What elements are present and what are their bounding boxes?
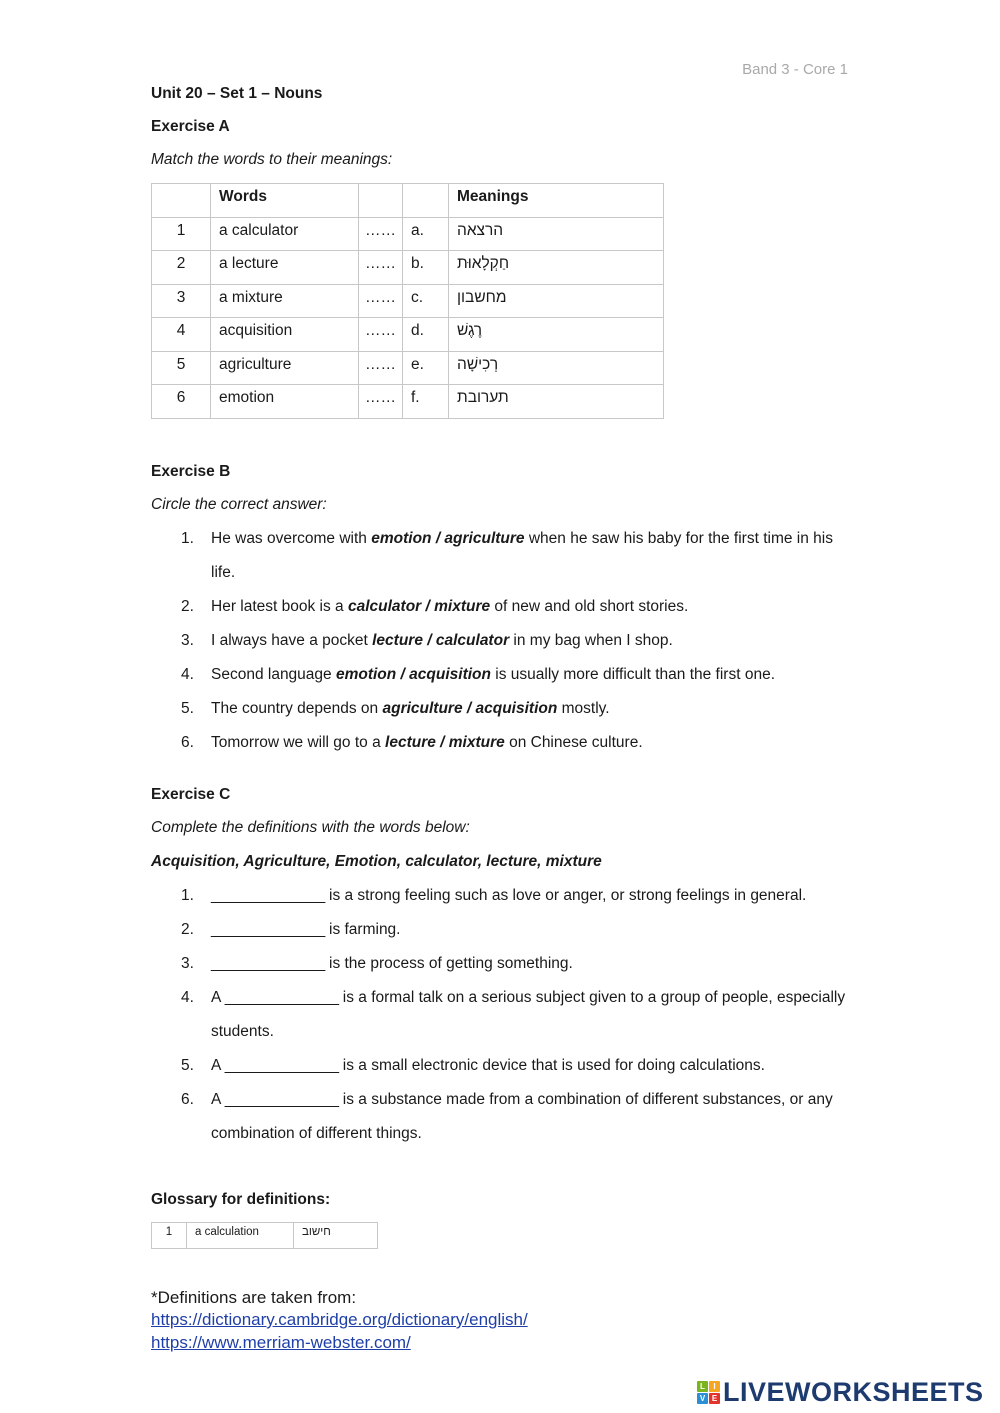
row-number: 1 bbox=[152, 217, 211, 251]
matching-table bbox=[151, 183, 664, 419]
letter-cell: c. bbox=[403, 284, 449, 318]
table-header-row bbox=[152, 184, 664, 218]
live-logo-icon: L I V E bbox=[697, 1381, 720, 1404]
cambridge-link[interactable]: https://dictionary.cambridge.org/dictionary/english/ bbox=[151, 1310, 528, 1329]
fill-in-blank[interactable]: ______________ bbox=[224, 1091, 339, 1108]
row-number: 2 bbox=[152, 251, 211, 285]
word-bank: Acquisition, Agriculture, Emotion, calculator, lecture, mixture bbox=[151, 853, 602, 870]
row-number: 4 bbox=[152, 318, 211, 352]
page-title: Unit 20 – Set 1 – Nouns bbox=[151, 85, 323, 102]
table-row bbox=[152, 217, 664, 251]
word-cell: a calculator bbox=[211, 217, 359, 251]
word-cell: acquisition bbox=[211, 318, 359, 352]
exercise-c-list bbox=[181, 879, 861, 1151]
letter-cell: f. bbox=[403, 385, 449, 419]
list-item: 2. ______________ is farming. bbox=[181, 921, 401, 938]
exercise-a-instruction: Match the words to their meanings: bbox=[151, 151, 393, 168]
word-cell: a mixture bbox=[211, 284, 359, 318]
words-header: Words bbox=[211, 184, 359, 218]
answer-blank[interactable]: …… bbox=[359, 284, 403, 318]
table-row bbox=[152, 251, 664, 285]
table-row bbox=[152, 385, 664, 419]
answer-choice[interactable]: calculator / mixture bbox=[347, 598, 491, 615]
exercise-b-instruction: Circle the correct answer: bbox=[151, 496, 327, 513]
merriam-webster-link[interactable]: https://www.merriam-webster.com/ bbox=[151, 1333, 411, 1352]
row-number: 1 bbox=[152, 1223, 187, 1249]
list-item: 5. The country depends on agriculture / acquisition mostly. bbox=[181, 700, 610, 717]
exercise-b-list bbox=[181, 522, 861, 760]
meaning-cell: הרצאה bbox=[457, 221, 504, 239]
answer-blank[interactable]: …… bbox=[359, 251, 403, 285]
answer-blank[interactable]: …… bbox=[359, 318, 403, 352]
letter-cell: a. bbox=[403, 217, 449, 251]
list-item: 6. A ______________ is a substance made from a combination of different substances, or any combination of different things. bbox=[181, 1091, 833, 1142]
row-number: 3 bbox=[152, 284, 211, 318]
row-number: 6 bbox=[152, 385, 211, 419]
sources-label: *Definitions are taken from: bbox=[151, 1288, 357, 1307]
list-item: 3. I always have a pocket lecture / calculator in my bag when I shop. bbox=[181, 632, 673, 649]
list-item: 3. ______________ is the process of getting something. bbox=[181, 955, 573, 972]
table-row bbox=[152, 284, 664, 318]
list-item: 4. Second language emotion / acquisition is usually more difficult than the first one. bbox=[181, 666, 776, 683]
list-item: 4. A ______________ is a formal talk on a serious subject given to a group of people, especially students. bbox=[181, 989, 846, 1040]
word-cell: a lecture bbox=[211, 251, 359, 285]
answer-choice[interactable]: emotion / acquisition bbox=[335, 666, 491, 683]
answer-choice[interactable]: lecture / calculator bbox=[372, 632, 510, 649]
exercise-b-heading: Exercise B bbox=[151, 463, 231, 480]
meaning-cell: רֶגֶשׁ bbox=[457, 322, 483, 339]
list-item: 6. Tomorrow we will go to a lecture / mixture on Chinese culture. bbox=[181, 734, 643, 751]
meanings-header: Meanings bbox=[449, 184, 664, 218]
answer-choice[interactable]: agriculture / acquisition bbox=[382, 700, 558, 717]
list-item: 1. ______________ is a strong feeling such as love or anger, or strong feelings in general. bbox=[181, 887, 807, 904]
table-row bbox=[152, 351, 664, 385]
fill-in-blank[interactable]: ______________ bbox=[211, 921, 325, 938]
answer-choice[interactable]: lecture / mixture bbox=[385, 734, 505, 751]
logo-text: LIVEWORKSHEETS bbox=[723, 1377, 984, 1407]
list-item: 2. Her latest book is a calculator / mixture of new and old short stories. bbox=[181, 598, 689, 615]
exercise-c-instruction: Complete the definitions with the words below: bbox=[151, 819, 470, 836]
exercise-c-heading: Exercise C bbox=[151, 786, 231, 803]
word-cell: agriculture bbox=[211, 351, 359, 385]
fill-in-blank[interactable]: ______________ bbox=[224, 989, 339, 1006]
fill-in-blank[interactable]: ______________ bbox=[211, 887, 325, 904]
answer-blank[interactable]: …… bbox=[359, 217, 403, 251]
liveworksheets-logo[interactable] bbox=[697, 1377, 984, 1408]
letter-cell: d. bbox=[403, 318, 449, 352]
letter-cell: b. bbox=[403, 251, 449, 285]
list-item: 5. A ______________ is a small electronic device that is used for doing calculations. bbox=[181, 1057, 765, 1074]
fill-in-blank[interactable]: ______________ bbox=[224, 1057, 339, 1074]
meaning-cell: מחשבון bbox=[457, 288, 507, 306]
word-cell: a calculation bbox=[187, 1223, 294, 1249]
fill-in-blank[interactable]: ______________ bbox=[211, 955, 325, 972]
word-cell: emotion bbox=[211, 385, 359, 419]
table-row bbox=[152, 318, 664, 352]
row-number: 5 bbox=[152, 351, 211, 385]
band-label: Band 3 - Core 1 bbox=[742, 61, 848, 78]
meaning-cell: תערובת bbox=[457, 389, 509, 406]
letter-cell: e. bbox=[403, 351, 449, 385]
answer-choice[interactable]: emotion / agriculture bbox=[371, 530, 525, 547]
answer-blank[interactable]: …… bbox=[359, 351, 403, 385]
table-row bbox=[152, 1223, 378, 1249]
answer-blank[interactable]: …… bbox=[359, 385, 403, 419]
meaning-cell: חישוב bbox=[302, 1226, 331, 1238]
glossary-table bbox=[151, 1222, 378, 1249]
exercise-a-heading: Exercise A bbox=[151, 118, 230, 135]
list-item: 1. He was overcome with emotion / agriculture when he saw his baby for the first time in his life. bbox=[181, 530, 833, 581]
meaning-cell: חַקְלָאוּת bbox=[457, 255, 510, 272]
glossary-heading: Glossary for definitions: bbox=[151, 1191, 331, 1208]
meaning-cell: רְכִישָׁה bbox=[457, 355, 499, 373]
